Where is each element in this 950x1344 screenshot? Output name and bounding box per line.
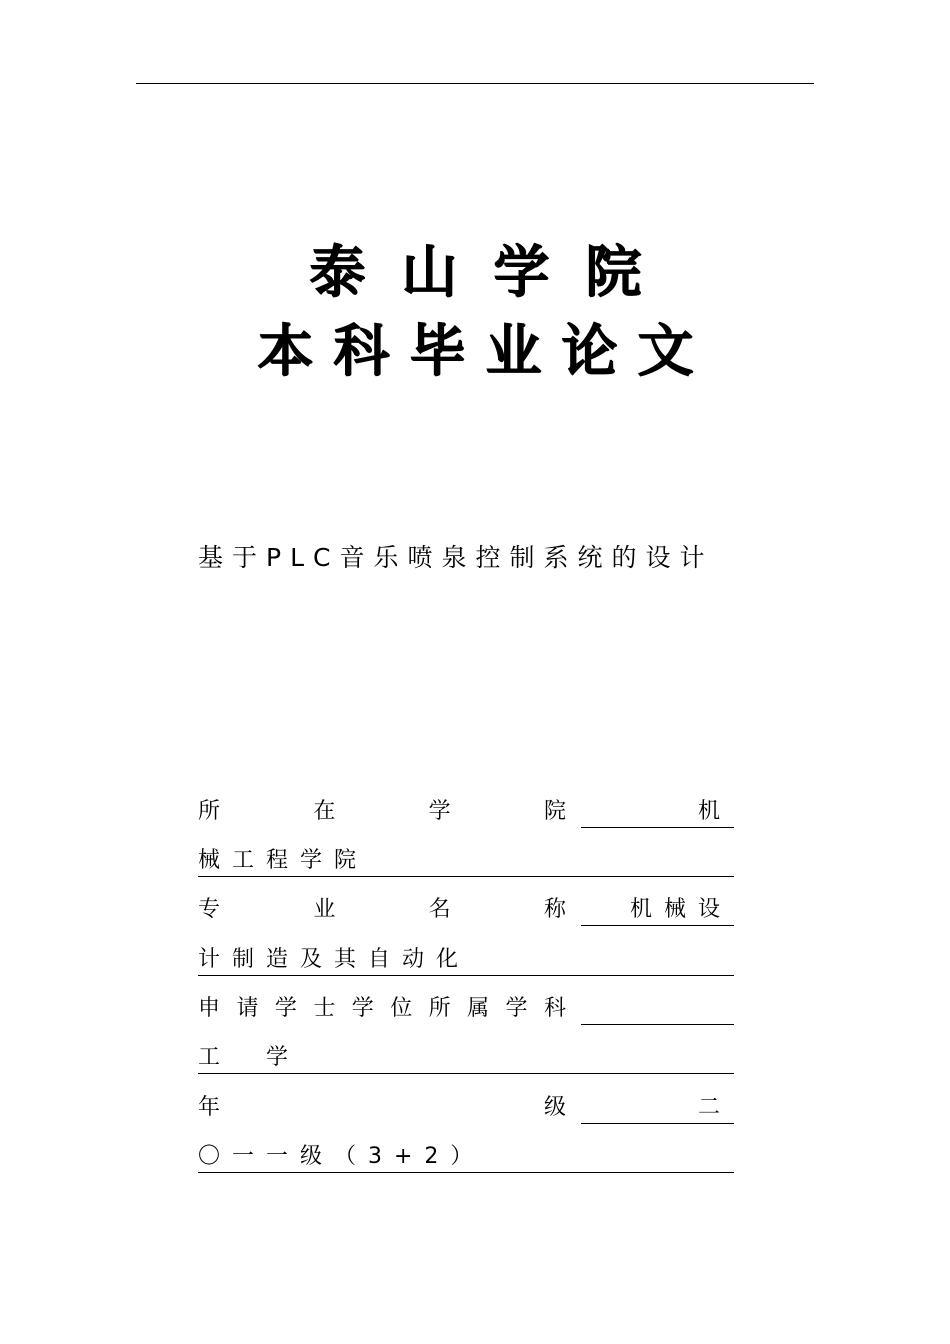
label-char: 在: [313, 799, 336, 824]
degree-discipline-value-line2: 工 学: [198, 1042, 734, 1074]
grade-row-continued: [198, 1141, 734, 1173]
label-char: 位: [390, 996, 413, 1021]
university-name: 泰山学院: [309, 239, 677, 305]
college-label: [198, 796, 566, 828]
label-char: 院: [543, 799, 566, 824]
label-char: 士: [313, 996, 336, 1021]
grade-value-line2: 〇一一级（3+2）: [198, 1141, 734, 1173]
degree-discipline-row-continued: [198, 1042, 734, 1074]
grade-value-line1: 二: [697, 1095, 732, 1120]
major-row: [198, 894, 734, 926]
grade-underline: [581, 1092, 734, 1124]
major-value-line1: 机械设: [629, 897, 732, 922]
grade-row: [198, 1092, 734, 1124]
major-underline: [581, 894, 734, 926]
label-char: 属: [467, 996, 490, 1021]
label-char: 专: [198, 897, 221, 922]
college-underline: [581, 796, 734, 828]
label-char: 申: [198, 996, 221, 1021]
thesis-type-heading: 本科毕业论文: [257, 318, 713, 384]
label-char: 业: [313, 897, 336, 922]
label-char: 请: [236, 996, 259, 1021]
label-char: 学: [274, 996, 297, 1021]
label-char: 科: [543, 996, 566, 1021]
college-value-line1: 机: [697, 799, 732, 824]
degree-discipline-underline: [581, 993, 734, 1025]
college-row: [198, 796, 734, 828]
degree-discipline-label: [198, 993, 566, 1025]
label-char: 级: [543, 1095, 566, 1120]
label-char: 学: [505, 996, 528, 1021]
label-char: 所: [428, 996, 451, 1021]
major-row-continued: [198, 944, 734, 976]
major-label: [198, 894, 566, 926]
label-char: 称: [543, 897, 566, 922]
grade-label: [198, 1092, 566, 1124]
major-value-line2: 计制造及其自动化: [198, 944, 734, 976]
college-value-line2: 械工程学院: [198, 845, 734, 877]
degree-discipline-row: [198, 993, 734, 1025]
header-rule: [136, 83, 814, 84]
thesis-title: 基于PLC音乐喷泉控制系统的设计: [198, 543, 714, 572]
label-char: 年: [198, 1095, 221, 1120]
label-char: 名: [428, 897, 451, 922]
label-char: 学: [428, 799, 451, 824]
label-char: 学: [351, 996, 374, 1021]
college-row-continued: [198, 845, 734, 877]
label-char: 所: [198, 799, 221, 824]
